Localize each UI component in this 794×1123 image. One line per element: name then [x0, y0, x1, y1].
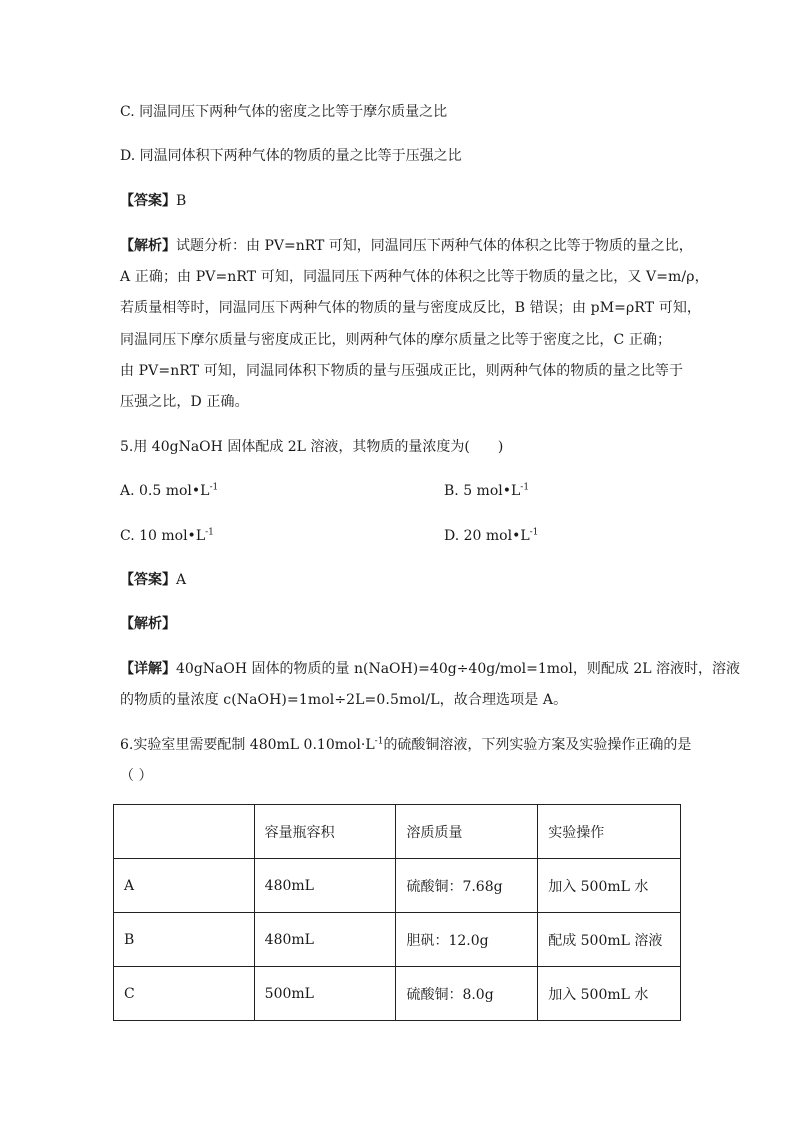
table-cell: 480mL — [254, 859, 396, 913]
q6-stem-line-1: （ ） — [120, 768, 153, 784]
table-header-cell — [114, 805, 255, 859]
detail-label: 【详解】 — [120, 661, 176, 677]
prev-answer — [120, 191, 186, 211]
prev-analysis-line-0 — [120, 236, 693, 256]
q5-option-d — [444, 526, 538, 546]
answer-label: 【答案】 — [120, 193, 176, 209]
option-label: A. 0.5 mol•L — [120, 483, 210, 499]
option-sup: -1 — [520, 482, 530, 493]
table-header-row — [114, 805, 681, 859]
answer-value: B — [176, 193, 187, 209]
option-sup: -1 — [529, 527, 539, 538]
stem-b: 的硫酸铜溶液，下列实验方案及实验操作正确的是 — [383, 737, 692, 753]
table-cell: 加入 500mL 水 — [538, 859, 681, 913]
prev-analysis-line-4: 由 PV=nRT 可知，同温同体积下物质的量与压强成正比，则两种气体的物质的量之比等于 — [120, 363, 684, 379]
answer-label: 【答案】 — [120, 572, 176, 588]
table-cell: A — [114, 859, 255, 913]
stem-sup: -1 — [374, 736, 384, 747]
q5-analysis-label: 【解析】 — [120, 616, 176, 632]
q5-detail-line-0 — [120, 659, 740, 679]
q5-option-c — [120, 526, 214, 546]
table-cell: 480mL — [254, 913, 396, 967]
q6-table — [113, 804, 681, 1021]
table-header-cell: 实验操作 — [538, 805, 681, 859]
table-cell: 加入 500mL 水 — [538, 967, 681, 1021]
prev-option-c: C. 同温同压下两种气体的密度之比等于摩尔质量之比 — [120, 104, 448, 120]
table-cell: 500mL — [254, 967, 396, 1021]
table-row — [114, 913, 681, 967]
q5-option-a — [120, 481, 218, 501]
q5-stem: 5.用 40gNaOH 固体配成 2L 溶液，其物质的量浓度为( ) — [120, 439, 504, 455]
q5-answer — [120, 570, 186, 590]
prev-analysis-line-1: A 正确；由 PV=nRT 可知，同温同压下两种气体的体积之比等于物质的量之比，又 V=m/ρ， — [120, 269, 709, 285]
table-cell: 硫酸铜：7.68g — [396, 859, 538, 913]
option-label: C. 10 mol•L — [120, 528, 206, 544]
table-row — [114, 967, 681, 1021]
q5-option-b — [444, 481, 529, 501]
option-label: B. 5 mol•L — [444, 483, 521, 499]
table-row — [114, 859, 681, 913]
prev-analysis-line-5: 压强之比，D 正确。 — [120, 394, 249, 410]
answer-value: A — [176, 572, 187, 588]
table-cell: C — [114, 967, 255, 1021]
table-cell: 硫酸铜：8.0g — [396, 967, 538, 1021]
table-cell: B — [114, 913, 255, 967]
analysis-label: 【解析】 — [120, 238, 176, 254]
analysis-text: 试题分析：由 PV=nRT 可知，同温同压下两种气体的体积之比等于物质的量之比， — [176, 238, 693, 254]
table-cell: 胆矾：12.0g — [396, 913, 538, 967]
q6-stem-line-0 — [120, 735, 691, 755]
prev-analysis-line-3: 同温同压下摩尔质量与密度成正比，则两种气体的摩尔质量之比等于密度之比，C 正确； — [120, 332, 672, 348]
table-cell: 配成 500mL 溶液 — [538, 913, 681, 967]
option-sup: -1 — [209, 482, 219, 493]
prev-analysis-line-2: 若质量相等时，同温同压下两种气体的物质的量与密度成反比，B 错误；由 pM=ρRT 可知， — [120, 300, 702, 316]
table-header-cell: 容量瓶容积 — [254, 805, 396, 859]
option-sup: -1 — [205, 527, 214, 538]
option-label: D. 20 mol•L — [444, 528, 530, 544]
stem-a: 6.实验室里需要配制 480mL 0.10mol·L — [120, 737, 375, 753]
detail-text: 40gNaOH 固体的物质的量 n(NaOH)=40g÷40g/mol=1mol，则配成 2L 溶液时，溶液 — [176, 661, 741, 677]
prev-option-d: D. 同温同体积下两种气体的物质的量之比等于压强之比 — [120, 148, 462, 164]
q5-detail-line-1: 的物质的量浓度 c(NaOH)=1mol÷2L=0.5mol/L，故合理选项是 A。 — [120, 692, 568, 708]
table-header-cell: 溶质质量 — [396, 805, 538, 859]
